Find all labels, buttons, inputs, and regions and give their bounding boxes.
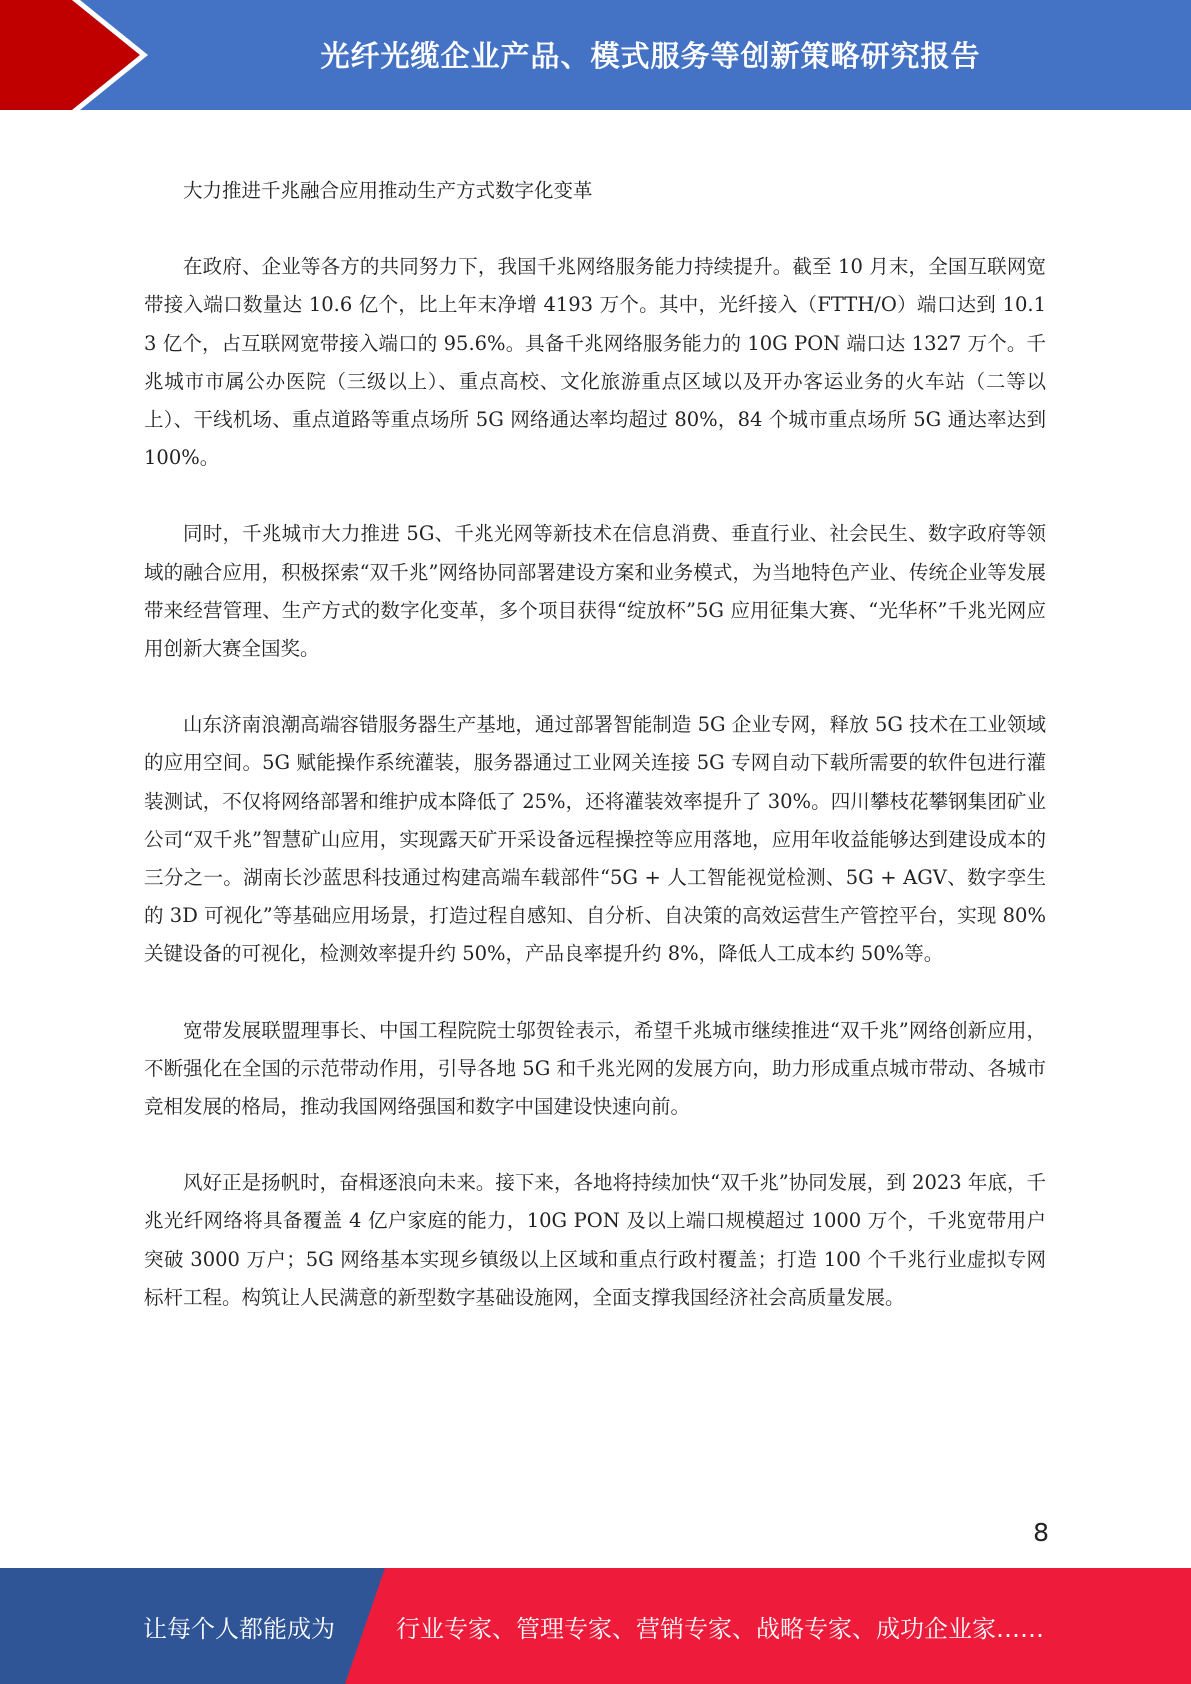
footer-slogan-right: 行业专家、管理专家、营销专家、战略专家、成功企业家……	[396, 1614, 1044, 1643]
page-footer	[0, 1568, 1191, 1684]
report-title: 光纤光缆企业产品、模式服务等创新策略研究报告	[320, 38, 981, 73]
paragraph-2: 同时，千兆城市大力推进 5G、千兆光网等新技术在信息消费、垂直行业、社会民生、数字政府等领域的融合应用，积极探索“双千兆”网络协同部署建设方案和业务模式，为当地特色产业、传统企业等发展带来经营管理、生产方式的数字化变革，多个项目获得“绽放杯”5G 应用征集大赛、“光华杯”千兆光网应用创新大赛全国奖。	[144, 522, 1046, 661]
section-heading: 大力推进千兆融合应用推动生产方式数字化变革	[183, 179, 593, 202]
paragraph-1: 在政府、企业等各方的共同努力下，我国千兆网络服务能力持续提升。截至 10 月末，全国互联网宽带接入端口数量达 10.6 亿个，比上年末净增 4193 万个。其中，光纤接入（FTTH/O）端口达到 10.13 亿个，占互联网宽带接入端口的 95.6%。具备千兆网络服务能力的 10G PON 端口达 1327 万个。千兆城市市属公办医院（三级以上）、重点高校、文化旅游重点区域以及开办客运业务的火车站（二等以上）、干线机场、重点道路等重点场所 5G 网络通达率均超过 80%，84 个城市重点场所 5G 通达率达到 100%。	[144, 255, 1046, 470]
page-number: 8	[1033, 1518, 1049, 1547]
page-header	[0, 0, 1191, 110]
paragraph-5: 风好正是扬帆时，奋楫逐浪向未来。接下来，各地将持续加快“双千兆”协同发展，到 2023 年底，千兆光纤网络将具备覆盖 4 亿户家庭的能力，10G PON 及以上端口规模超过 1000 万个，千兆宽带用户突破 3000 万户；5G 网络基本实现乡镇级以上区域和重点行政村覆盖；打造 100 个千兆行业虚拟专网标杆工程。构筑让人民满意的新型数字基础设施网，全面支撑我国经济社会高质量发展。	[144, 1171, 1046, 1309]
paragraph-3: 山东济南浪潮高端容错服务器生产基地，通过部署智能制造 5G 企业专网，释放 5G 技术在工业领域的应用空间。5G 赋能操作系统灌装，服务器通过工业网关连接 5G 专网自动下载所需要的软件包进行灌装测试，不仅将网络部署和维护成本降低了 25%，还将灌装效率提升了 30%。四川攀枝花攀钢集团矿业公司“双千兆”智慧矿山应用，实现露天矿开采设备远程操控等应用落地，应用年收益能够达到建设成本的三分之一。湖南长沙蓝思科技通过构建高端车载部件“5G + 人工智能视觉检测、5G + AGV、数字孪生的 3D 可视化”等基础应用场景，打造过程自感知、自分析、自决策的高效运营生产管控平台，实现 80%关键设备的可视化，检测效率提升约 50%，产品良率提升约 8%，降低人工成本约 50%等。	[144, 713, 1046, 966]
footer-slogan-left: 让每个人都能成为	[143, 1614, 335, 1643]
document-body	[144, 172, 1046, 1317]
paragraph-4: 宽带发展联盟理事长、中国工程院院士邬贺铨表示，希望千兆城市继续推进“双千兆”网络创新应用，不断强化在全国的示范带动作用，引导各地 5G 和千兆光网的发展方向，助力形成重点城市带动、各城市竞相发展的格局，推动我国网络强国和数字中国建设快速向前。	[144, 1018, 1046, 1119]
